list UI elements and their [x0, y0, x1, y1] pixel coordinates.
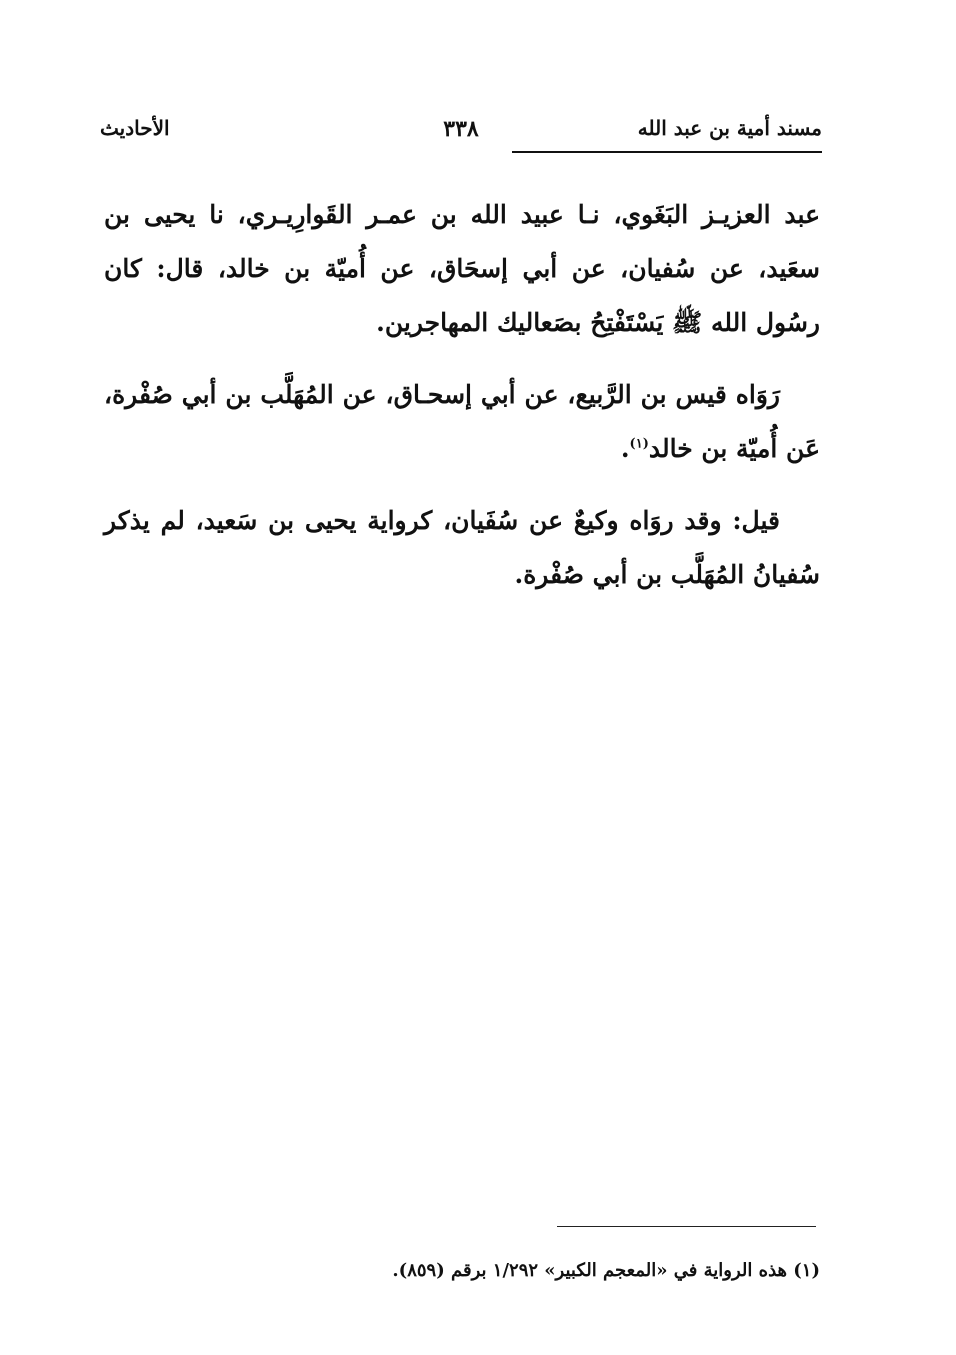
header-rule [512, 151, 822, 153]
footnote-separator [557, 1226, 816, 1227]
paragraph-3: قيل: وقد روَاه وكيعٌ عن سُفَيان، كرواية يحيى بن سَعيد، لم يذكر سُفيانُ المُهَلَّب بن أبي صُفْرة. [104, 506, 820, 589]
running-header [100, 108, 822, 156]
header-book-title: مسند أمية بن عبد الله [637, 116, 822, 140]
footnote-1: (١) هذه الرواية في «المعجم الكبير» ١/٢٩٢ برقم (٨٥٩). [392, 1260, 820, 1281]
paragraph-2-text: رَوَاه قيس بن الرَّبيع، عن أبي إسحـاق، عن المُهَلَّب بن أبي صُفْرة، عَن أُميّة بن خالد [104, 380, 820, 463]
main-text [104, 188, 820, 620]
header-section-title: الأحاديث [100, 116, 170, 140]
paragraph-1: عبد العزيـز البَغَوي، نـا عبيد الله بن عمـر القَوارِيـري، نا يحيى بن سعَيد، عن سُفيان، عن أبي إسحَاق، عن أُميّة بن خالد، قال: كان رسُول الله ﷺ يَسْتَفْتِحُ بصَعاليك المهاجرين. [104, 200, 820, 337]
paragraph-2-end: . [620, 434, 630, 463]
page-number: ٣٣٨ [443, 116, 479, 142]
footnote-reference: (١) [629, 436, 649, 452]
paragraph-2 [104, 368, 820, 476]
